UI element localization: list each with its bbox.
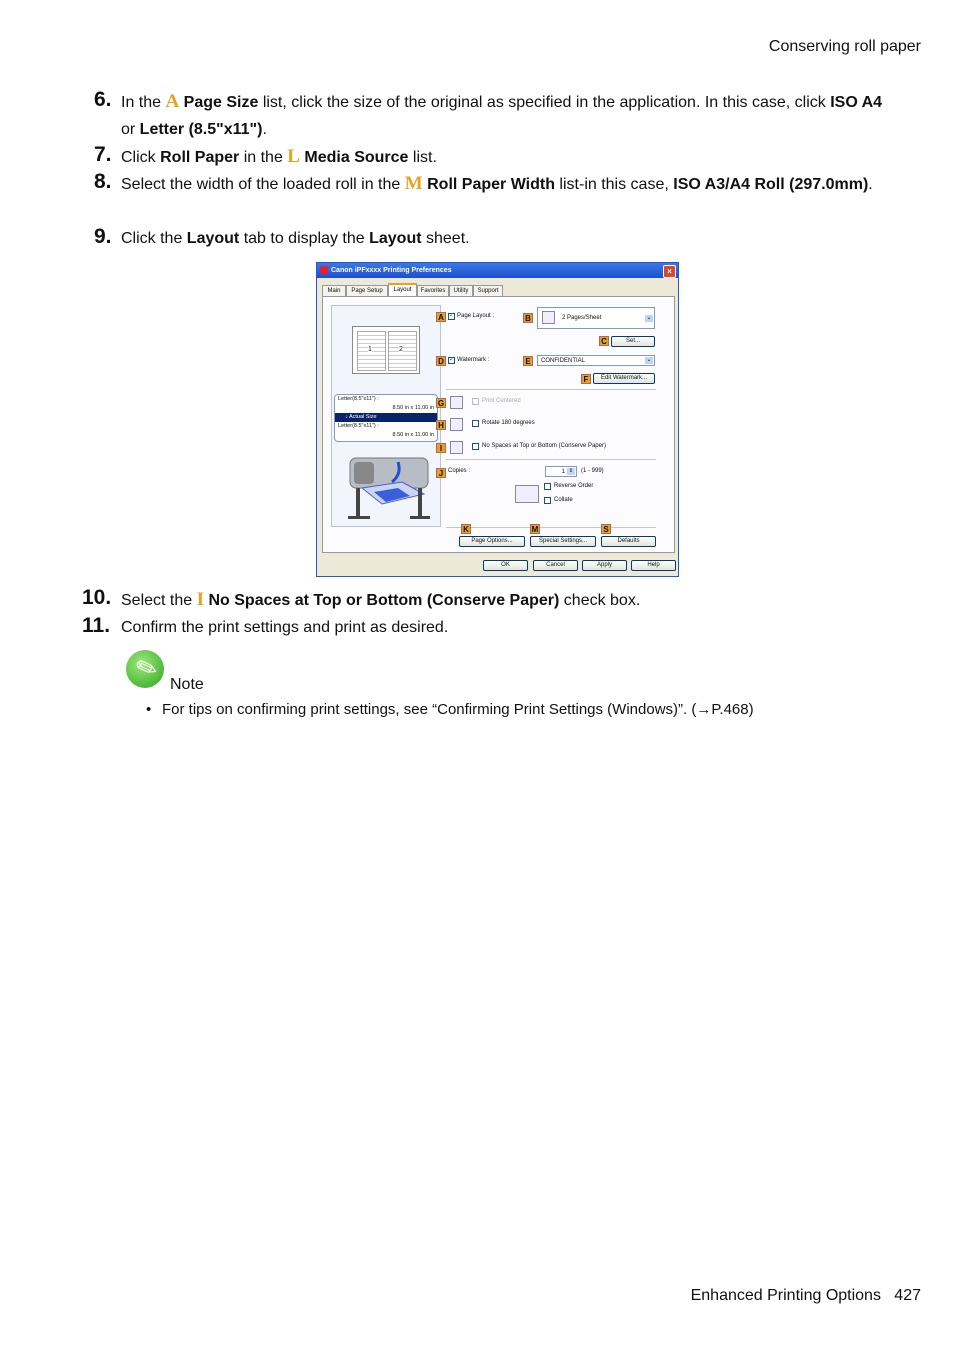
rotate-icon bbox=[450, 418, 463, 431]
page-layout-label: Page Layout : bbox=[457, 313, 495, 319]
callout-g: G bbox=[437, 399, 445, 408]
dialog-titlebar bbox=[317, 263, 678, 278]
layout-preview bbox=[352, 326, 420, 374]
callout-f: F bbox=[581, 374, 591, 384]
reverse-order-checkbox[interactable] bbox=[544, 483, 551, 490]
step-text: Select the width of the loaded roll in the M Roll Paper Width list-in this case, ISO A3/A4 Roll (297.0mm). bbox=[121, 173, 873, 194]
step-10 bbox=[82, 586, 894, 614]
reverse-order-label: Reverse Order bbox=[554, 483, 594, 489]
step-text: In the A Page Size list, click the size of the original as specified in the application. In this case, click ISO A4 or Letter (8.5"x11"). bbox=[121, 91, 883, 138]
divider bbox=[446, 459, 656, 460]
special-settings-button[interactable]: Special Settings... bbox=[530, 536, 596, 547]
callout-j: J bbox=[436, 468, 446, 478]
callout-d: D bbox=[436, 356, 446, 366]
running-footer bbox=[691, 1287, 921, 1305]
page-layout-select[interactable]: 2 Pages/Sheet ⌄ bbox=[537, 307, 655, 329]
size-line: Letter(8.5"x11") : bbox=[338, 396, 379, 402]
tab-layout[interactable]: Layout bbox=[388, 283, 417, 297]
printer-illustration bbox=[342, 448, 432, 522]
note-label: Note bbox=[170, 676, 204, 693]
printer-app-icon bbox=[320, 266, 328, 274]
rotate-label: Rotate 180 degrees bbox=[482, 420, 535, 426]
help-button[interactable]: Help bbox=[631, 560, 676, 571]
rotate-checkbox[interactable] bbox=[472, 420, 479, 427]
print-centered-checkbox[interactable] bbox=[472, 398, 479, 405]
copies-input[interactable]: 1 ⇕ bbox=[545, 466, 577, 477]
layout-sheet bbox=[322, 296, 675, 553]
step-9 bbox=[94, 225, 894, 252]
callout-m: M bbox=[531, 525, 539, 534]
step-text: Confirm the print settings and print as desired. bbox=[121, 619, 449, 636]
step-6 bbox=[94, 88, 894, 143]
collate-checkbox[interactable] bbox=[544, 497, 551, 504]
step-11 bbox=[82, 614, 894, 641]
page-size-summary bbox=[334, 394, 438, 442]
step-text: Click Roll Paper in the L Media Source list. bbox=[121, 146, 437, 167]
no-spaces-checkbox[interactable] bbox=[472, 443, 479, 450]
edit-watermark-button[interactable]: Edit Watermark... bbox=[593, 373, 655, 384]
collate-pages-icon bbox=[515, 485, 539, 503]
tab-main[interactable]: Main bbox=[322, 285, 346, 296]
page-layout-icon bbox=[542, 311, 555, 324]
preview-page: 2 bbox=[388, 331, 417, 371]
watermark-select[interactable]: CONFIDENTIAL ⌄ bbox=[537, 355, 655, 366]
callout-k: K bbox=[461, 524, 471, 534]
page-number: 427 bbox=[894, 1287, 921, 1304]
ref-letter: A bbox=[165, 91, 180, 112]
callout-h: H bbox=[436, 420, 446, 430]
page-options-button[interactable]: Page Options... bbox=[459, 536, 525, 547]
watermark-checkbox[interactable] bbox=[448, 357, 455, 364]
defaults-button[interactable]: Defaults bbox=[601, 536, 656, 547]
step-8 bbox=[94, 170, 894, 198]
note-text[interactable]: For tips on confirming print settings, see “Confirming Print Settings (Windows)”. (→P.468) bbox=[162, 701, 754, 718]
ref-letter: M bbox=[404, 173, 423, 194]
footer-section: Enhanced Printing Options bbox=[690, 1287, 881, 1304]
callout-s: S bbox=[601, 524, 611, 534]
divider bbox=[446, 389, 656, 390]
set-button[interactable]: Set... bbox=[611, 336, 655, 347]
size-line: Letter(8.5"x11") : bbox=[338, 423, 379, 429]
printing-preferences-dialog bbox=[316, 262, 679, 577]
callout-a: A bbox=[436, 312, 446, 322]
ref-letter: L bbox=[287, 146, 300, 167]
page-layout-checkbox[interactable] bbox=[448, 313, 455, 320]
conserve-paper-icon bbox=[450, 441, 463, 454]
copies-range: (1 - 999) bbox=[581, 468, 604, 474]
no-spaces-label: No Spaces at Top or Bottom (Conserve Paper) bbox=[482, 443, 606, 449]
callout-b: B bbox=[523, 313, 533, 323]
watermark-label: Watermark : bbox=[457, 357, 490, 363]
preview-page: 1 bbox=[357, 331, 386, 371]
spinner-icon[interactable]: ⇕ bbox=[568, 468, 574, 474]
preview-pane bbox=[331, 305, 441, 527]
bullet-mark: • bbox=[146, 701, 152, 718]
step-text: Click the Layout tab to display the Layout sheet. bbox=[121, 230, 470, 247]
step-7 bbox=[94, 143, 894, 171]
chevron-down-icon: ⌄ bbox=[646, 315, 652, 321]
step-number: 9. bbox=[94, 225, 112, 248]
collate-label: Collate bbox=[554, 497, 573, 503]
tab-support[interactable]: Support bbox=[473, 285, 503, 296]
apply-button[interactable]: Apply bbox=[582, 560, 627, 571]
divider bbox=[446, 527, 656, 528]
callout-e: E bbox=[523, 356, 533, 366]
running-header: Conserving roll paper bbox=[768, 38, 921, 55]
ref-letter: I bbox=[196, 589, 205, 610]
chevron-down-icon: ⌄ bbox=[646, 357, 652, 363]
tab-utility[interactable]: Utility bbox=[449, 285, 473, 296]
copies-label: Copies : bbox=[448, 468, 471, 474]
step-text: Select the I No Spaces at Top or Bottom (Conserve Paper) check box. bbox=[121, 589, 641, 610]
note-item bbox=[146, 701, 754, 718]
step-number: 7. bbox=[94, 143, 112, 166]
callout-i: I bbox=[436, 443, 446, 453]
close-button[interactable]: × bbox=[663, 265, 676, 278]
tab-page-setup[interactable]: Page Setup bbox=[346, 285, 388, 296]
print-centered-icon bbox=[450, 396, 463, 409]
step-number: 6. bbox=[94, 88, 112, 111]
ok-button[interactable]: OK bbox=[483, 560, 528, 571]
step-number: 11. bbox=[82, 614, 111, 637]
cancel-button[interactable]: Cancel bbox=[533, 560, 578, 571]
step-number: 10. bbox=[82, 586, 112, 609]
size-line: 8.50 in x 11.00 in bbox=[392, 432, 434, 438]
size-line-selected: ↓ Actual Size bbox=[335, 413, 437, 422]
note-pencil-icon: ✎ bbox=[126, 650, 164, 688]
callout-c: C bbox=[599, 336, 609, 346]
size-line: 8.50 in x 11.00 in bbox=[392, 405, 434, 411]
step-number: 8. bbox=[94, 170, 112, 193]
tab-favorites[interactable]: Favorites bbox=[417, 285, 449, 296]
dialog-title: Canon iPFxxxx Printing Preferences bbox=[331, 267, 452, 274]
print-centered-label: Print Centered bbox=[482, 398, 521, 404]
